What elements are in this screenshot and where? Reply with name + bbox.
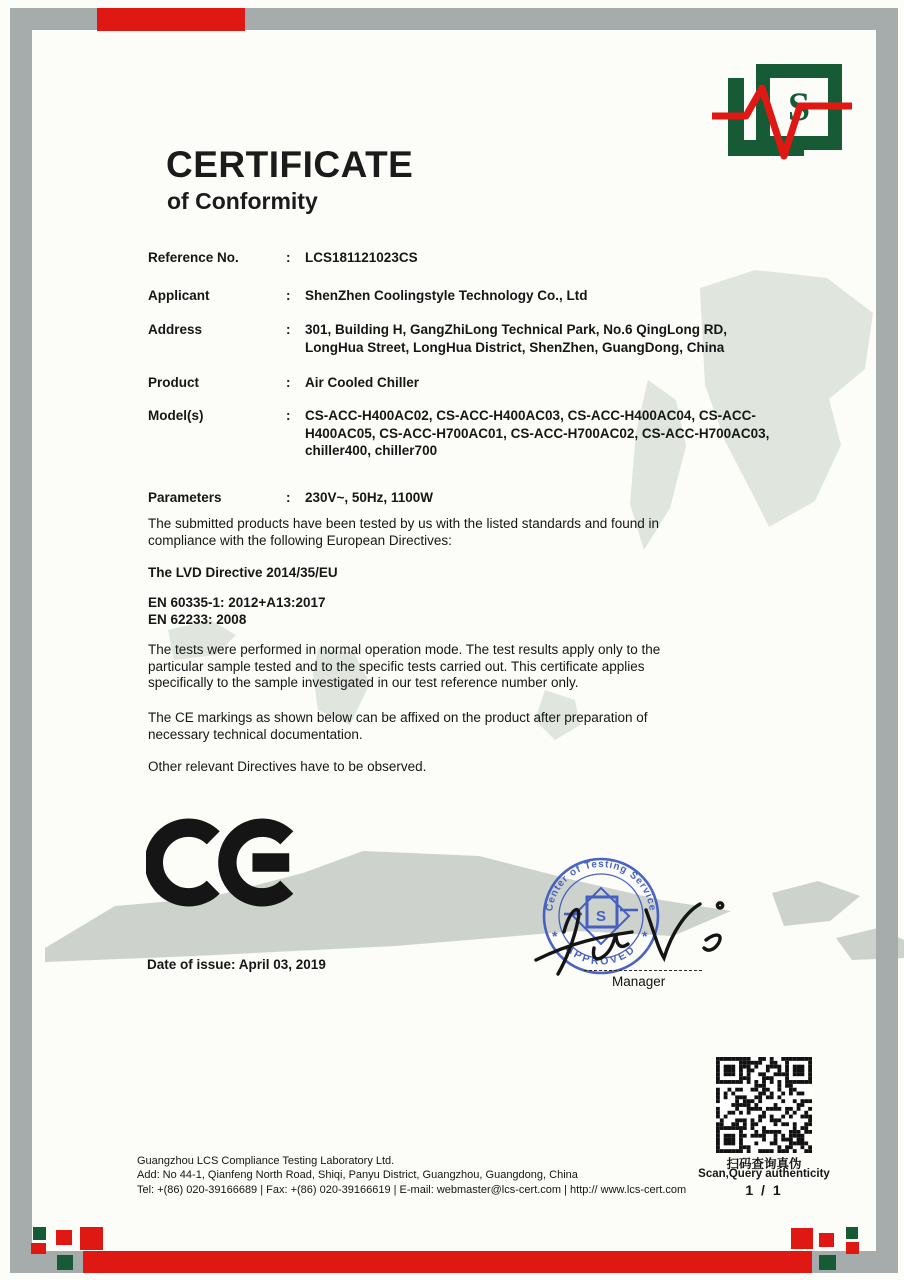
date-of-issue: Date of issue: April 03, 2019 <box>147 957 326 972</box>
stamp-arc-bottom-text: APPROVED <box>563 942 639 968</box>
qr-caption-zh: 扫码查询真伪 <box>726 1157 802 1171</box>
field-colon: : <box>286 250 291 265</box>
field-label: Reference No. <box>148 250 239 265</box>
footer-address: Add: No 44-1, Qianfeng North Road, Shiqi, Panyu District, Guangzhou, Guangdong, China <box>137 1169 578 1182</box>
ce-mark <box>146 812 296 913</box>
field-value: CS-ACC-H400AC02, CS-ACC-H400AC03, CS-ACC-H400AC04, CS-ACC-H400AC05, CS-ACC-H700AC01, CS-ACC-H700AC02, CS-ACC-H700AC03, chiller400, chiller700 <box>305 408 770 458</box>
footer-block <box>137 1154 686 1197</box>
field-value: 230V~, 50Hz, 1100W <box>305 490 433 505</box>
field-value: LCS181121023CS <box>305 250 418 265</box>
ce-markings-paragraph: The CE markings as shown below can be affixed on the product after preparation of necessary technical documentation. <box>148 710 648 742</box>
page-number: 1 / 1 <box>745 1182 783 1198</box>
logo-letter-s: S <box>787 84 811 129</box>
directive-line: The LVD Directive 2014/35/EU <box>148 565 338 580</box>
signer-title: Manager <box>612 974 666 989</box>
stamp-arc-top-text: Center of Testing Service <box>544 858 658 913</box>
field-row-product <box>148 374 775 392</box>
field-row-parameters <box>148 489 775 507</box>
qr-caption-en: Scan,Query authenticity <box>698 1168 830 1180</box>
qr-code <box>716 1057 812 1153</box>
other-directives-paragraph: Other relevant Directives have to be observed. <box>148 759 427 774</box>
field-label: Parameters <box>148 490 222 505</box>
tests-paragraph: The tests were performed in normal operation mode. The test results apply only to the particular sample tested and to the specific tests carried out. This certificate applies specifically to the sample investigated in our test reference number only. <box>148 642 661 690</box>
field-row-models <box>148 407 775 460</box>
footer-company: Guangzhou LCS Compliance Testing Laboratory Ltd. <box>137 1155 395 1167</box>
field-row-applicant <box>148 287 775 305</box>
standard-line-1: EN 60335-1: 2012+A13:2017 <box>148 595 326 610</box>
stamp-center-letter: S <box>595 908 607 925</box>
lcs-logo <box>712 58 852 176</box>
field-label: Applicant <box>148 288 210 303</box>
intro-paragraph: The submitted products have been tested by us with the listed standards and found in compliance with the following European Directives: <box>148 516 660 548</box>
footer-contacts: Tel: +(86) 020-39166689 | Fax: +(86) 020-39166619 | E-mail: webmaster@lcs-cert.com | http:// www.lcs-cert.com <box>137 1183 687 1196</box>
field-colon: : <box>286 490 291 505</box>
certificate-subtitle: of Conformity <box>167 188 318 214</box>
field-row-reference <box>148 249 775 267</box>
field-label: Model(s) <box>148 408 204 423</box>
field-value: 301, Building H, GangZhiLong Technical Park, No.6 QingLong RD, LongHua Street, LongHua District, ShenZhen, GuangDong, China <box>305 322 728 355</box>
standard-line-2: EN 62233: 2008 <box>148 612 247 627</box>
field-label: Product <box>148 375 200 390</box>
field-value: Air Cooled Chiller <box>305 375 420 390</box>
field-colon: : <box>286 322 291 337</box>
field-label: Address <box>148 322 203 337</box>
field-colon: : <box>286 288 291 303</box>
field-colon: : <box>286 408 291 423</box>
field-value: ShenZhen Coolingstyle Technology Co., Ltd <box>305 288 588 303</box>
certificate-title: CERTIFICATE <box>166 144 414 185</box>
stamp-star-right: * <box>642 928 648 944</box>
signature-line <box>584 970 702 971</box>
field-colon: : <box>286 375 291 390</box>
stamp-star-left: * <box>552 928 558 944</box>
field-row-address <box>148 321 775 356</box>
